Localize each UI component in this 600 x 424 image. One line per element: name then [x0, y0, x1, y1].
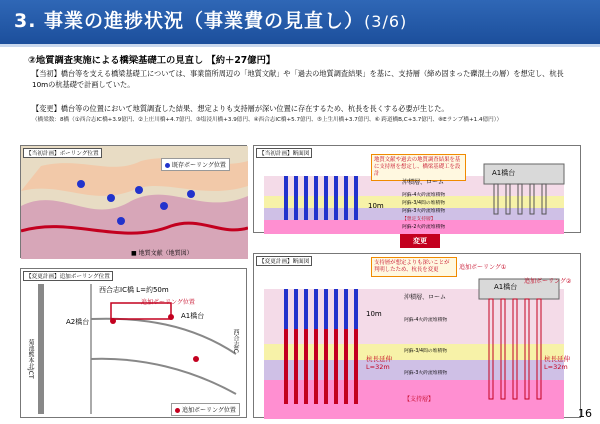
additional-boring-tag: 追加ボーリング位置	[141, 299, 195, 306]
additional-boring-plan	[20, 268, 247, 418]
initial-section-label: 【当初計画】断面図	[256, 148, 312, 158]
page-title: 3. 事業の進捗状況（事業費の見直し）(3/6)	[14, 10, 408, 32]
ic-label: 西合志IC	[232, 329, 239, 353]
layer-1: 沖積層、ローム	[402, 179, 445, 186]
additional-boring-1: 追加ボーリング①	[459, 264, 507, 271]
section-heading: ②地質調査実施による橋梁基礎工の見直し 【約＋27億円】	[28, 55, 276, 66]
initial-cross-section	[253, 145, 581, 233]
layer-4: 阿蘇-3火砕流堆積物	[402, 209, 446, 214]
changed-layer-3: 阿蘇-3/4間の堆積物	[404, 349, 448, 354]
breakdown-text: （橋梁数：8橋（①西合志IC橋+3.9億円、②上庄川橋+4.7億円、③塩浸川橋+3.9億円、④西合志IC橋+5.7億円、⑤上生川橋+3.7億円、⑥ 跨道橋B,C+3.7億円、⑧Eランプ橋+1.4億円））	[32, 117, 503, 123]
initial-pile-length: 10m	[368, 202, 384, 210]
initial-section-callout: 地質文献や過去の地質調査結果を基に支持層を想定し、橋梁基礎工を設計	[371, 154, 466, 181]
layer-2: 阿蘇-4火砕流堆積物	[402, 193, 446, 198]
support-layer: 【支持層】	[404, 396, 435, 403]
title-bar	[0, 0, 600, 44]
change-arrow: 変更	[400, 234, 440, 248]
layer-3: 阿蘇-3/4間の堆積物	[402, 201, 446, 206]
blue-dot-icon	[165, 163, 170, 168]
changed-abutment-label: A1橋台	[494, 283, 518, 291]
additional-boring-2: 追加ボーリング②	[524, 278, 572, 285]
initial-text: 【当初】橋台等を支える橋梁基礎工については、事業箇所周辺の「地質文献」や「過去の地質調査結果」を基に、支持層（締め固まった礫混土の層）を想定し、杭長10mの杭基礎で計画していた。	[32, 69, 564, 89]
initial-boring-map-label: 【当初計画】ボーリング位置	[23, 148, 102, 158]
extended-pile-right: 杭長延伸 L=32m	[544, 355, 570, 371]
changed-layer-4: 阿蘇-3火砕流堆積物	[404, 371, 448, 376]
layer-5: 【想定支持層】	[402, 217, 436, 222]
abutment-a2-label: A2橋台	[66, 318, 90, 326]
page-number: 16	[578, 407, 592, 420]
title-divider	[0, 44, 600, 47]
initial-boring-map	[20, 145, 247, 258]
changed-layer-1: 沖積層、ローム	[404, 294, 447, 301]
changed-layer-2: 阿蘇-4火砕流堆積物	[404, 318, 448, 323]
initial-abutment-label: A1橋台	[492, 169, 516, 177]
changed-section-label: 【変更計画】断面図	[256, 256, 312, 266]
abutment-a1-label: A1橋台	[181, 312, 205, 320]
additional-boring-legend: 追加ボーリング位置	[171, 403, 240, 416]
geology-source: ■ 地質文献（地質図）	[131, 250, 193, 257]
change-text: 【変更】橋台等の位置において地質調査した結果、想定よりも支持層が深い位置に存在するため、杭長を長くする必要が生じた。	[32, 104, 449, 113]
layer-6: 阿蘇-2火砕流堆積物	[402, 225, 446, 230]
changed-cross-section	[253, 253, 581, 418]
jct-label: 菊池熊本北JCT	[27, 339, 34, 379]
existing-boring-legend: 既存ボーリング位置	[161, 158, 230, 171]
old-pile-length: 10m	[366, 310, 382, 318]
changed-section-callout: 支持層が想定よりも深いことが判明したため、杭長を変更	[371, 257, 457, 277]
bridge-length: 西合志IC橋 L=約50m	[99, 286, 169, 294]
extended-pile-left: 杭長延伸 L=32m	[366, 355, 392, 371]
additional-boring-plan-label: 【変更計画】追加ボーリング位置	[23, 271, 113, 281]
red-dot-icon	[175, 408, 180, 413]
